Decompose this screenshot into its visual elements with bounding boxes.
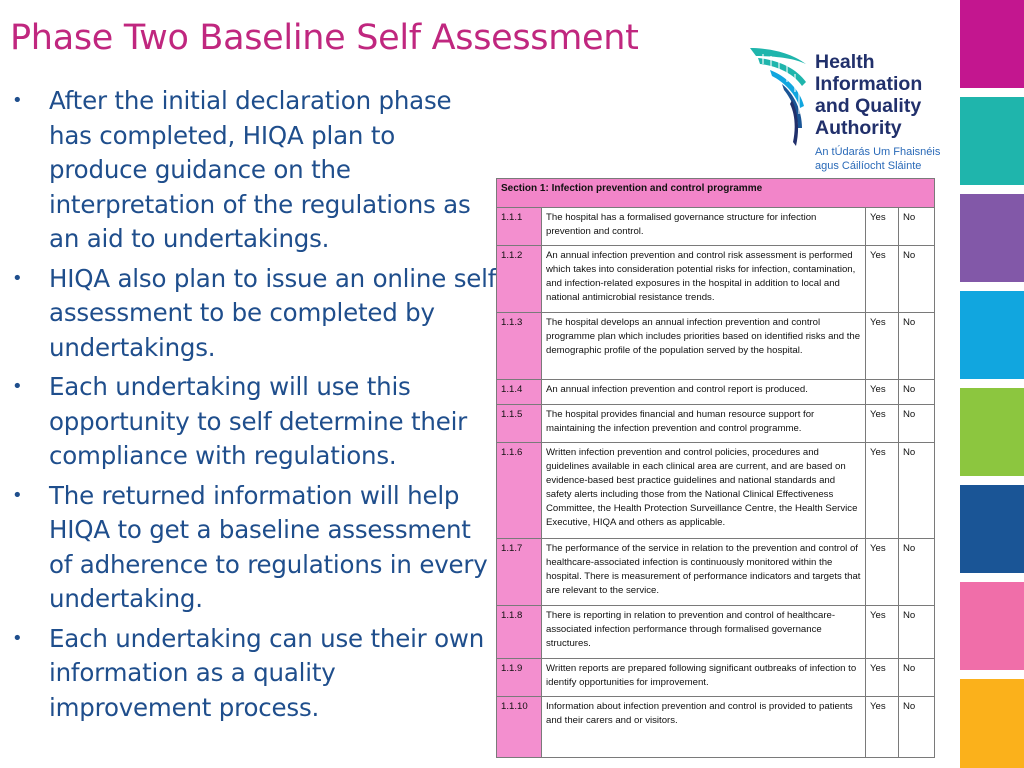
side-bar-yellow <box>960 679 1024 768</box>
bullet-item <box>8 370 498 474</box>
side-bar-navy <box>960 485 1024 573</box>
side-bar-purple <box>960 194 1024 282</box>
table-row <box>497 443 935 539</box>
table-row <box>497 539 935 606</box>
bullet-text: Each undertaking will use this opportunity to self determine their compliance with regulations. <box>49 372 468 470</box>
bullet-text: After the initial declaration phase has completed, HIQA plan to produce guidance on the interpretation of the regulations as an aid to undertakings. <box>49 86 471 253</box>
bullet-text: The returned information will help HIQA to get a baseline assessment of adherence to regulations in every undertaking. <box>49 480 488 613</box>
row-text: The hospital has a formalised governance structure for infection prevention and control. <box>542 208 866 246</box>
row-no: No <box>899 246 935 313</box>
row-text: The hospital develops an annual infection prevention and control programme plan which includes priorities based on identified risks and the demographic profile of the population served by the hospital. <box>542 313 866 380</box>
logo-irish-line-2: agus Cáilíocht Sláinte <box>815 160 922 172</box>
hiqa-logo <box>748 42 948 182</box>
bullet-item <box>8 479 498 617</box>
table-row <box>497 208 935 246</box>
row-yes: Yes <box>866 443 899 539</box>
side-bar-pink <box>960 582 1024 670</box>
row-yes: Yes <box>866 539 899 606</box>
row-id: 1.1.7 <box>497 539 542 606</box>
table-header-row <box>497 179 935 208</box>
row-id: 1.1.1 <box>497 208 542 246</box>
table-row <box>497 246 935 313</box>
row-no: No <box>899 697 935 758</box>
logo-line-3: and Quality <box>815 95 922 117</box>
bullet-dot: • <box>12 376 23 397</box>
bullet-text: HIQA also plan to issue an online self assessment to be completed by undertakings. <box>49 263 497 362</box>
row-id: 1.1.10 <box>497 697 542 758</box>
bullet-item <box>8 84 498 257</box>
row-text: Information about infection prevention and control is provided to patients and their carers and or visitors. <box>542 697 866 758</box>
row-text: There is reporting in relation to prevention and control of healthcare-associated infection performance through formalised governance structures. <box>542 606 866 659</box>
row-yes: Yes <box>866 659 899 697</box>
row-no: No <box>899 539 935 606</box>
table-row <box>497 659 935 697</box>
row-text: An annual infection prevention and control risk assessment is performed which takes into consideration potential risks for infection, contamination, and infection-related exposures in the hospital in addition to local and national antimicrobial resistance trends. <box>542 246 866 313</box>
row-yes: Yes <box>866 380 899 405</box>
bullet-dot: • <box>12 484 23 506</box>
slide-title: Phase Two Baseline Self Assessment <box>10 18 639 58</box>
row-no: No <box>899 208 935 246</box>
logo-line-1: Health <box>815 51 875 73</box>
row-text: Written infection prevention and control policies, procedures and guidelines available in each clinical area are current, and are based on evidence-based best practice guidelines and national standards and safety alerts including those from the National Clinical Effectiveness Committee, the Health Protection Surveillance Centre, the Health Service Executive, HIQA and others as applicable. <box>542 443 866 539</box>
section-heading: Section 1: Infection prevention and control programme <box>497 179 935 208</box>
logo-line-4: Authority <box>815 117 902 139</box>
bullet-item <box>8 262 498 366</box>
logo-irish-line-1: An tÚdarás Um Fhaisnéis <box>815 146 941 158</box>
row-id: 1.1.6 <box>497 443 542 539</box>
bullet-text: Each undertaking can use their own information as a quality improvement process. <box>49 623 485 722</box>
hiqa-swoosh-icon <box>748 42 814 152</box>
row-text: Written reports are prepared following significant outbreaks of infection to identify opportunities for improvement. <box>542 659 866 697</box>
row-text: The hospital provides financial and human resource support for maintaining the infection prevention and control programme. <box>542 405 866 443</box>
table-row <box>497 313 935 380</box>
side-bar-green <box>960 388 1024 476</box>
table-row <box>497 606 935 659</box>
self-assessment-table <box>496 178 935 758</box>
row-yes: Yes <box>866 405 899 443</box>
table-row <box>497 380 935 405</box>
bullet-dot: • <box>12 267 23 289</box>
side-bar-magenta <box>960 0 1024 88</box>
bullet-dot: • <box>12 627 23 649</box>
row-yes: Yes <box>866 606 899 659</box>
bullet-item <box>8 622 498 726</box>
row-yes: Yes <box>866 208 899 246</box>
row-text: The performance of the service in relation to the prevention and control of healthcare-associated infection is continuously monitored within the hospital. There is measurement of performance indicators and targets that are relevant to the service. <box>542 539 866 606</box>
bullet-dot: • <box>12 90 23 111</box>
row-no: No <box>899 659 935 697</box>
logo-line-2: Information <box>815 73 923 95</box>
side-bar-teal <box>960 97 1024 185</box>
table-row <box>497 405 935 443</box>
row-id: 1.1.4 <box>497 380 542 405</box>
row-text: An annual infection prevention and control report is produced. <box>542 380 866 405</box>
row-no: No <box>899 606 935 659</box>
row-no: No <box>899 405 935 443</box>
row-id: 1.1.5 <box>497 405 542 443</box>
row-id: 1.1.8 <box>497 606 542 659</box>
row-id: 1.1.9 <box>497 659 542 697</box>
row-yes: Yes <box>866 246 899 313</box>
row-no: No <box>899 443 935 539</box>
row-yes: Yes <box>866 313 899 380</box>
row-id: 1.1.2 <box>497 246 542 313</box>
row-yes: Yes <box>866 697 899 758</box>
row-no: No <box>899 380 935 405</box>
row-id: 1.1.3 <box>497 313 542 380</box>
table-row <box>497 697 935 758</box>
side-bar-blue <box>960 291 1024 379</box>
row-no: No <box>899 313 935 380</box>
bullet-list <box>8 84 498 730</box>
